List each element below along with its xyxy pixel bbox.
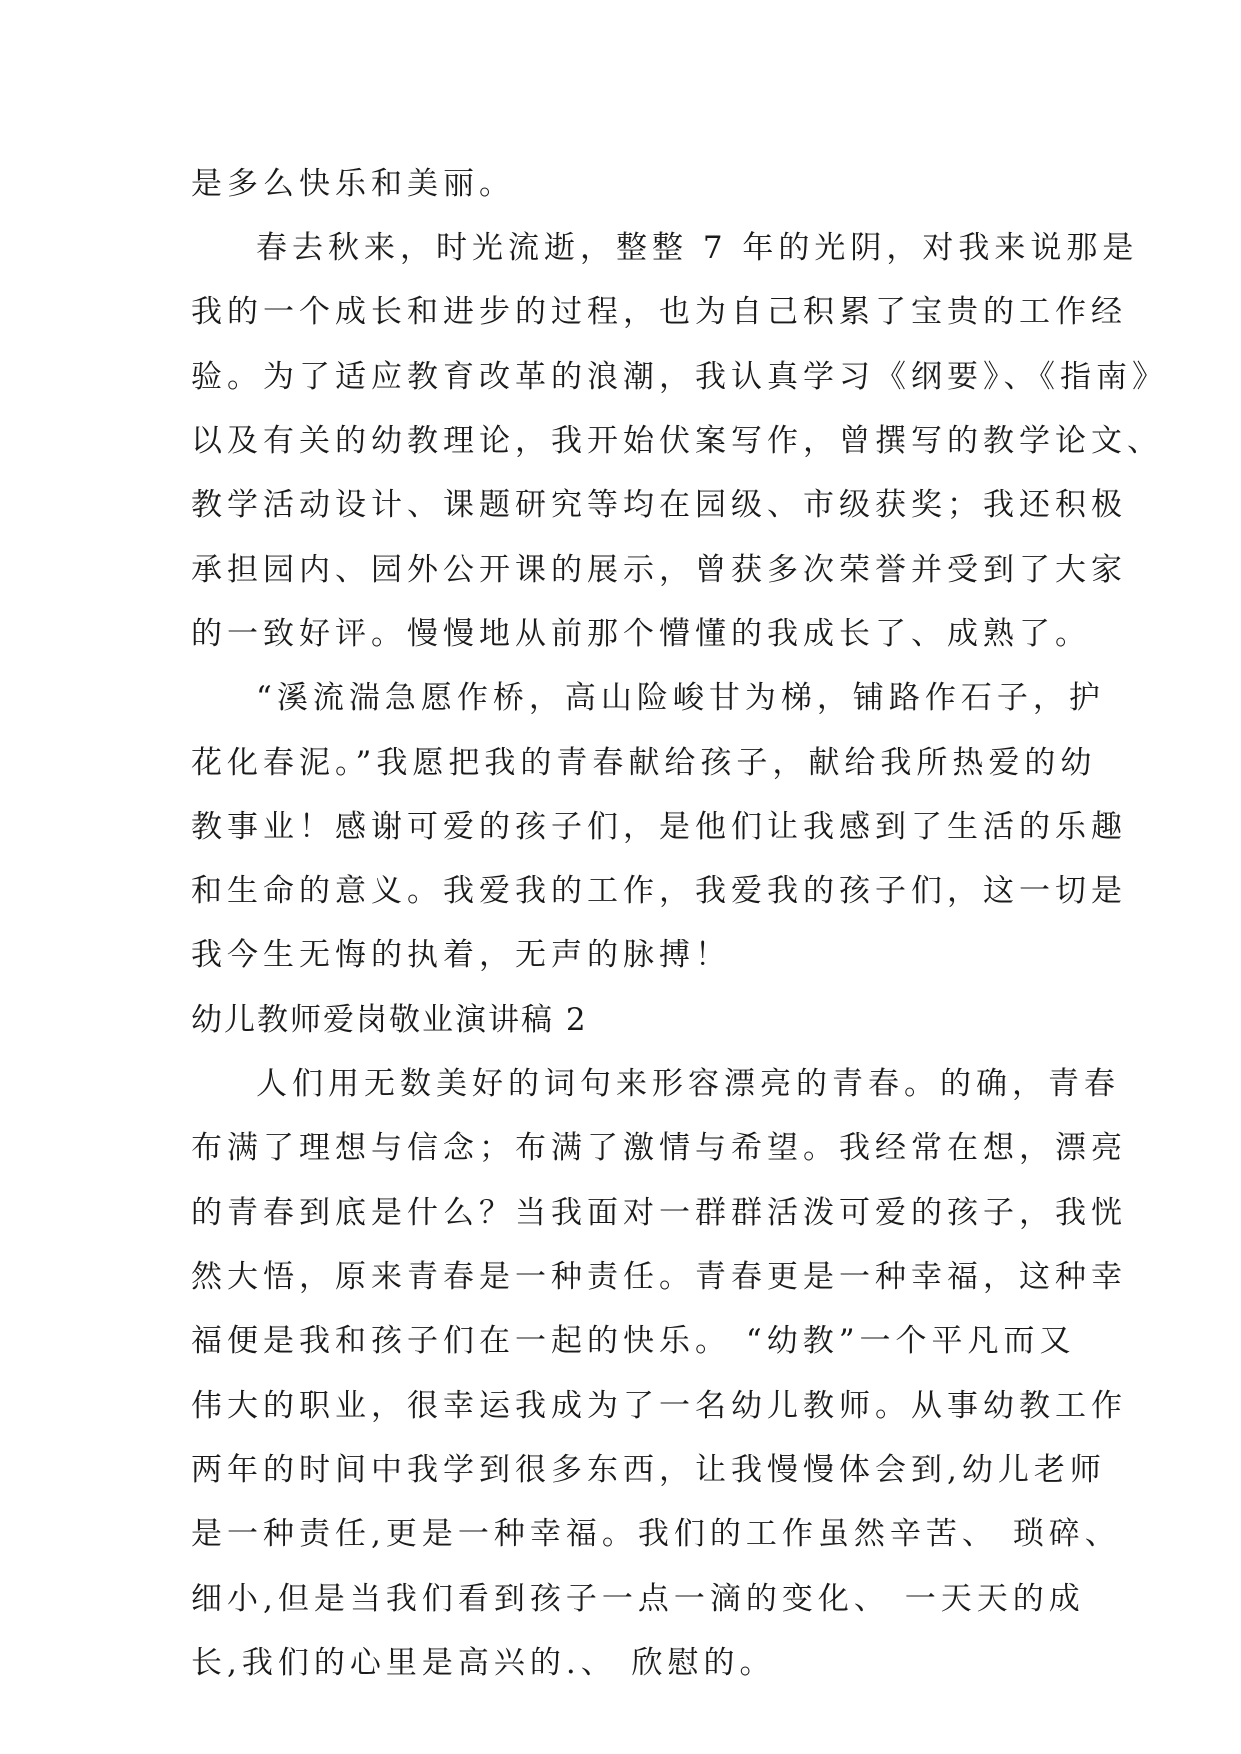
paragraph-line: 伟大的职业，很幸运我成为了一名幼儿教师。从事幼教工作	[191, 1388, 1127, 1424]
paragraph-line: 的青春到底是什么？当我面对一群群活泼可爱的孩子，我恍	[191, 1195, 1127, 1231]
paragraph-line: 长,我们的心里是高兴的.、 欣慰的。	[191, 1645, 776, 1681]
paragraph-line: 是一种责任,更是一种幸福。我们的工作虽然辛苦、 琐碎、	[191, 1516, 1121, 1552]
paragraph-line: 福便是我和孩子们在一起的快乐。 “幼教”一个平凡而又	[191, 1323, 1076, 1359]
paragraph-line: 我今生无悔的执着，无声的脉搏！	[191, 937, 731, 973]
section-heading: 幼儿教师爱岗敬业演讲稿 2	[191, 1002, 588, 1038]
paragraph-line: 春去秋来，时光流逝，整整 7 年的光阴，对我来说那是	[256, 230, 1139, 266]
paragraph-line: 然大悟，原来青春是一种责任。青春更是一种幸福，这种幸	[191, 1259, 1127, 1295]
paragraph-line: 细小,但是当我们看到孩子一点一滴的变化、 一天天的成	[191, 1581, 1085, 1617]
paragraph-line: 是多么快乐和美丽。	[191, 166, 515, 202]
paragraph-line: 人们用无数美好的词句来形容漂亮的青春。的确，青春	[256, 1066, 1120, 1102]
paragraph-line: 和生命的意义。我爱我的工作，我爱我的孩子们，这一切是	[191, 873, 1127, 909]
paragraph-line: 的一致好评。慢慢地从前那个懵懂的我成长了、成熟了。	[191, 616, 1091, 652]
paragraph-line: 布满了理想与信念；布满了激情与希望。我经常在想，漂亮	[191, 1130, 1127, 1166]
paragraph-line: 以及有关的幼教理论，我开始伏案写作，曾撰写的教学论文、	[191, 423, 1163, 459]
paragraph-line: 我的一个成长和进步的过程，也为自己积累了宝贵的工作经	[191, 294, 1127, 330]
paragraph-line: 两年的时间中我学到很多东西，让我慢慢体会到,幼儿老师	[191, 1452, 1106, 1488]
paragraph-line: “溪流湍急愿作桥，高山险峻甘为梯，铺路作石子，护	[256, 680, 1105, 716]
paragraph-line: 验。为了适应教育改革的浪潮，我认真学习《纲要》、《指南》	[191, 359, 1168, 395]
paragraph-line: 教事业！感谢可爱的孩子们，是他们让我感到了生活的乐趣	[191, 809, 1127, 845]
paragraph-line: 教学活动设计、课题研究等均在园级、市级获奖；我还积极	[191, 487, 1127, 523]
paragraph-line: 花化春泥。”我愿把我的青春献给孩子，献给我所热爱的幼	[191, 745, 1097, 781]
paragraph-line: 承担园内、园外公开课的展示，曾获多次荣誉并受到了大家	[191, 552, 1127, 588]
